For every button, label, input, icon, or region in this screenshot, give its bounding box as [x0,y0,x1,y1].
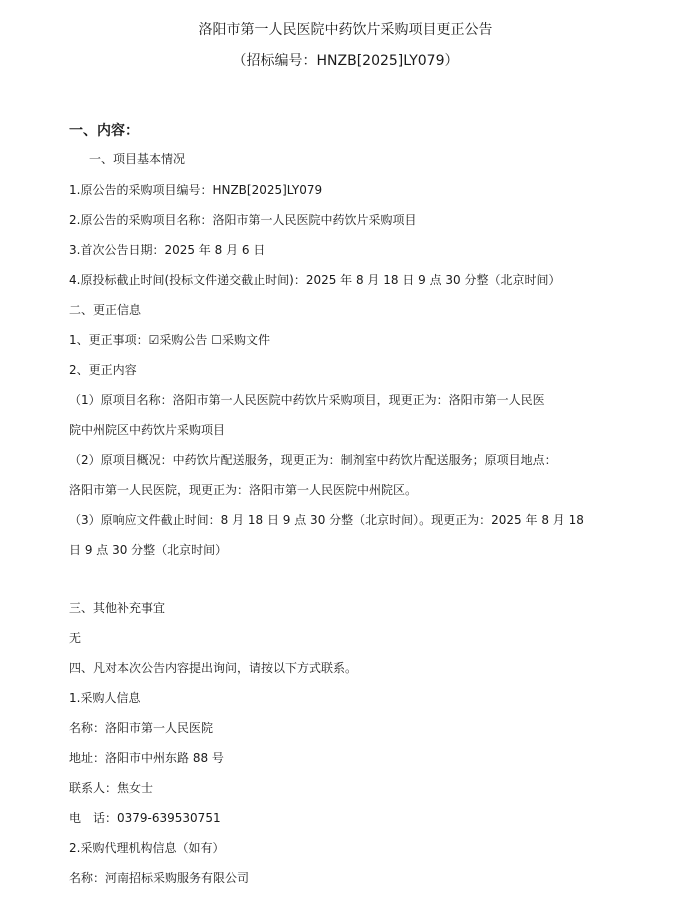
correction-detail-line: （2）原项目概况：中药饮片配送服务，现更正为：制剂室中药饮片配送服务；原项目地点： [69,453,557,467]
purchaser-phone: 电 话：0379-639530751 [69,811,221,825]
basic-info-item: 1.原公告的采购项目编号：HNZB[2025]LY079 [69,183,323,197]
other-value: 无 [69,631,82,645]
purchaser-name: 名称：洛阳市第一人民医院 [69,721,214,735]
correction-detail-line: 日 9 点 30 分整（北京时间） [69,543,228,557]
purchaser-address: 地址：洛阳市中州东路 88 号 [69,751,224,765]
bid-number: （招标编号：HNZB[2025]LY079） [232,53,459,69]
contact-heading: 四、凡对本次公告内容提出询问，请按以下方式联系。 [69,661,358,675]
correction-heading: 二、更正信息 [69,303,142,317]
basic-info-item: 4.原投标截止时间(投标文件递交截止时间)：2025 年 8 月 18 日 9 点 30 分整（北京时间） [69,273,561,287]
correction-content-heading: 2、更正内容 [69,363,137,377]
basic-info-heading: 一、项目基本情况 [89,152,186,166]
document-title: 洛阳市第一人民医院中药饮片采购项目更正公告 [198,22,493,38]
agency-name: 名称：河南招标采购服务有限公司 [69,871,250,885]
correction-detail-line: （3）原响应文件截止时间：8 月 18 日 9 点 30 分整（北京时间）。现更正为：2025 年 8 月 18 [69,513,584,527]
purchaser-heading: 1.采购人信息 [69,691,141,705]
basic-info-item: 3.首次公告日期：2025 年 8 月 6 日 [69,243,266,257]
purchaser-contact: 联系人：焦女士 [69,781,154,795]
correction-detail-line: （1）原项目名称：洛阳市第一人民医院中药饮片采购项目，现更正为：洛阳市第一人民医 [69,393,545,407]
agency-heading: 2.采购代理机构信息（如有） [69,841,225,855]
basic-info-item: 2.原公告的采购项目名称：洛阳市第一人民医院中药饮片采购项目 [69,213,417,227]
correction-detail-line: 洛阳市第一人民医院，现更正为：洛阳市第一人民医院中州院区。 [69,483,418,497]
other-heading: 三、其他补充事宜 [69,601,166,615]
correction-detail-line: 院中州院区中药饮片采购项目 [69,423,226,437]
correction-items: 1、更正事项：☑采购公告 ☐采购文件 [69,333,270,347]
content-heading: 一、内容： [69,123,139,139]
